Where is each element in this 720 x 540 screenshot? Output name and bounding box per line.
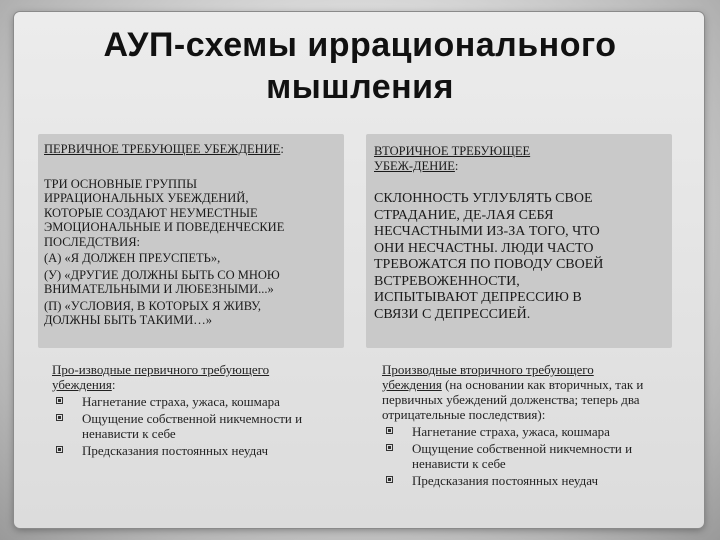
list-item-text: Нагнетание страха, ужаса, кошмара — [412, 424, 610, 439]
secondary-derivatives-heading — [382, 362, 682, 422]
primary-line-u: (У) «ДРУГИЕ ДОЛЖНЫ БЫТЬ СО МНОЮ — [44, 267, 280, 282]
primary-derivatives-colon: : — [111, 377, 116, 392]
primary-line-p: (П) «УСЛОВИЯ, В КОТОРЫХ Я ЖИВУ, — [44, 298, 262, 313]
secondary-belief-heading — [374, 144, 666, 173]
list-item — [52, 443, 358, 458]
square-bullet-icon — [56, 414, 63, 421]
slide-title — [60, 24, 660, 108]
title-line-1: АУП-схемы иррационального — [103, 26, 617, 64]
list-item-text: Предсказания постоянных неудач — [412, 473, 598, 488]
primary-derivatives-heading-line-1: Про-изводные первичного требующего — [52, 362, 270, 377]
square-bullet-icon — [386, 427, 393, 434]
primary-line: ИРРАЦИОНАЛЬНЫХ УБЕЖДЕНИЙ, — [44, 191, 249, 205]
primary-line: ПОСЛЕДСТВИЯ: — [44, 234, 141, 249]
primary-belief-heading-row — [44, 142, 338, 157]
primary-belief-heading: ПЕРВИЧНОЕ ТРЕБУЮЩЕЕ УБЕЖДЕНИЕ — [44, 142, 281, 156]
list-item — [382, 424, 682, 439]
primary-belief-box — [38, 134, 344, 348]
secondary-belief-text — [374, 191, 666, 323]
square-bullet-icon — [386, 476, 393, 483]
secondary-belief-box — [366, 134, 672, 348]
secondary-derivatives-list — [382, 424, 682, 488]
list-item — [52, 411, 358, 441]
primary-derivatives — [52, 362, 358, 460]
secondary-derivatives-heading-line-1: Производные вторичного требующего — [382, 362, 594, 377]
secondary-line: НЕСЧАСТНЫМИ ИЗ-ЗА ТОГО, ЧТО — [374, 224, 600, 239]
primary-line: ТРИ ОСНОВНЫЕ ГРУППЫ — [44, 176, 198, 191]
primary-line: КОТОРЫЕ СОЗДАЮТ НЕУМЕСТНЫЕ — [44, 205, 258, 220]
secondary-heading-colon: : — [454, 158, 459, 173]
list-item — [382, 473, 682, 488]
primary-line: ДОЛЖНЫ БЫТЬ ТАКИМИ…» — [44, 313, 212, 327]
list-item-text: Ощущение собственной никчемности и ненависти к себе — [82, 411, 303, 441]
secondary-heading-line-1: ВТОРИЧНОЕ ТРЕБУЮЩЕЕ — [374, 144, 531, 158]
secondary-derivatives-heading-line-2: убеждения — [382, 377, 442, 392]
primary-derivatives-list — [52, 394, 358, 458]
primary-line-a: (А) «Я ДОЛЖЕН ПРЕУСПЕТЬ», — [44, 251, 221, 265]
secondary-heading-line-2: УБЕЖ-ДЕНИЕ — [374, 158, 455, 173]
title-line-2: мышления — [266, 68, 454, 106]
square-bullet-icon — [386, 444, 393, 451]
primary-derivatives-heading — [52, 362, 358, 392]
primary-belief-text — [44, 177, 338, 328]
secondary-line: ВСТРЕВОЖЕННОСТИ, — [374, 273, 520, 289]
list-item — [52, 394, 358, 409]
list-item-text: Предсказания постоянных неудач — [82, 443, 268, 458]
secondary-line: ИСПЫТЫВАЮТ ДЕПРЕССИЮ В — [374, 290, 582, 305]
secondary-line: СКЛОННОСТЬ УГЛУБЛЯТЬ СВОЕ — [374, 191, 593, 206]
list-item-text: Нагнетание страха, ужаса, кошмара — [82, 394, 280, 409]
primary-derivatives-heading-line-2: убеждения — [52, 377, 112, 392]
primary-belief-colon: : — [280, 142, 284, 156]
secondary-derivatives — [382, 362, 700, 490]
square-bullet-icon — [56, 446, 63, 453]
secondary-line: СТРАДАНИЕ, ДЕ-ЛАЯ СЕБЯ — [374, 207, 554, 223]
primary-line: ЭМОЦИОНАЛЬНЫЕ И ПОВЕДЕНЧЕСКИЕ — [44, 220, 285, 234]
list-item — [382, 441, 682, 471]
secondary-line: ТРЕВОЖАТСЯ ПО ПОВОДУ СВОЕЙ — [374, 257, 604, 272]
secondary-derivatives-heading-rest: (на основании как вторичных, так и первичных убеждений долженства; теперь два отрицательные последствия): — [382, 377, 644, 422]
secondary-line: СВЯЗИ С ДЕПРЕССИЕЙ. — [374, 306, 531, 322]
list-item-text: Ощущение собственной никчемности и ненависти к себе — [412, 441, 633, 471]
primary-line: ВНИМАТЕЛЬНЫМИ И ЛЮБЕЗНЫМИ...» — [44, 282, 274, 296]
square-bullet-icon — [56, 397, 63, 404]
secondary-line: ОНИ НЕСЧАСТНЫ. ЛЮДИ ЧАСТО — [374, 240, 594, 256]
